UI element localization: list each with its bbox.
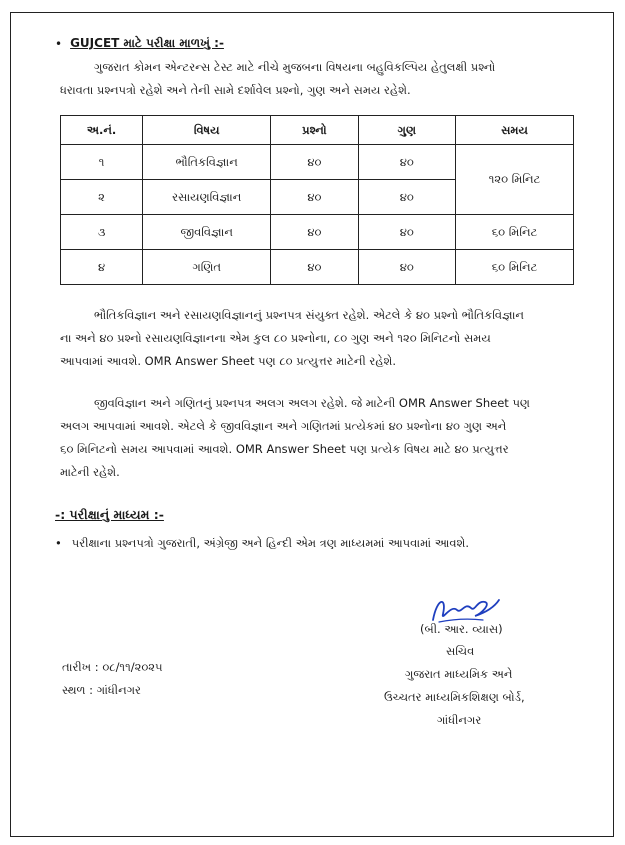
cell-time: ૬૦ મિનિટ xyxy=(456,215,574,250)
header-marks: ગુણ xyxy=(358,116,455,145)
intro-line: ગુજરાત કોમન એન્ટરન્સ ટેસ્ટ માટે નીચે મુજબના વિષયના બહુવિકલ્પિય હેતુલક્ષી પ્રશ્નો xyxy=(94,60,496,74)
header-subject: વિષય xyxy=(143,116,271,145)
table-header-row xyxy=(61,116,574,145)
cell-subject: જીવવિજ્ઞાન xyxy=(143,215,271,250)
cell-serial: ૩ xyxy=(61,215,143,250)
issue-date: તારીખ : ૦૮/૧૧/૨૦૨૫ xyxy=(62,660,163,674)
cell-time-merged: ૧૨૦ મિનિટ xyxy=(456,145,574,215)
cell-marks: ૪૦ xyxy=(358,180,455,215)
cell-questions: ૪૦ xyxy=(271,215,358,250)
exam-medium-heading: -: પરીક્ષાનું માધ્યમ :- xyxy=(55,507,164,522)
signatory-org-line1: ગુજરાત માધ્યમિક અને xyxy=(405,667,513,681)
table-row xyxy=(61,145,574,180)
cell-subject: ભૌતિકવિજ્ઞાન xyxy=(143,145,271,180)
exam-structure-title: GUJCET માટે પરીક્ષા માળખું :- xyxy=(70,36,224,50)
paragraph-line: આપવામાં આવશે. OMR Answer Sheet પણ ૮૦ પ્રત્યુત્તર માટેની રહેશે. xyxy=(60,354,397,368)
cell-marks: ૪૦ xyxy=(358,145,455,180)
cell-serial: ૧ xyxy=(61,145,143,180)
table-row xyxy=(61,250,574,285)
issue-place: સ્થળ : ગાંધીનગર xyxy=(62,683,141,697)
signatory-name: (બી. આર. વ્યાસ) xyxy=(420,622,503,636)
cell-subject: રસાયણવિજ્ઞાન xyxy=(143,180,271,215)
cell-marks: ૪૦ xyxy=(358,250,455,285)
cell-marks: ૪૦ xyxy=(358,215,455,250)
cell-subject: ગણિત xyxy=(143,250,271,285)
paragraph-line: અલગ આપવામાં આવશે. એટલે કે જીવવિજ્ઞાન અને ગણિતમાં પ્રત્યેકમાં ૪૦ પ્રશ્નોના ૪૦ ગુણ અને xyxy=(60,419,507,433)
header-time: સમય xyxy=(456,116,574,145)
cell-serial: ૪ xyxy=(61,250,143,285)
section-heading-exam-structure xyxy=(55,36,224,51)
signatory-designation: સચિવ xyxy=(446,644,475,658)
bullet-icon: • xyxy=(55,536,62,550)
signatory-city: ગાંધીનગર xyxy=(437,713,482,727)
paragraph-line: ૬૦ મિનિટનો સમય આપવામાં આવશે. OMR Answer Sheet પણ પ્રત્યેક વિષય માટે ૪૦ પ્રત્યુત્તર xyxy=(60,442,509,456)
paragraph-line: માટેની રહેશે. xyxy=(60,465,120,479)
signatory-org-line2: ઉચ્ચતર માધ્યમિકશિક્ષણ બોર્ડ, xyxy=(384,690,525,704)
paragraph-biology-maths xyxy=(60,392,575,484)
cell-questions: ૪૦ xyxy=(271,250,358,285)
exam-structure-table xyxy=(60,115,574,285)
cell-time: ૬૦ મિનિટ xyxy=(456,250,574,285)
exam-medium-item xyxy=(55,536,469,551)
header-serial: અ.નં. xyxy=(61,116,143,145)
intro-paragraph xyxy=(60,56,575,102)
exam-medium-text: પરીક્ષાના પ્રશ્નપત્રો ગુજરાતી, અંગ્રેજી અને હિન્દી એમ ત્રણ માધ્યમમાં આપવામાં આવશે. xyxy=(71,536,470,550)
header-questions: પ્રશ્નો xyxy=(271,116,358,145)
paragraph-line: ભૌતિકવિજ્ઞાન અને રસાયણવિજ્ઞાનનું પ્રશ્નપત્ર સંયુક્ત રહેશે. એટલે કે ૪૦ પ્રશ્નો ભૌતિકવિજ્ઞાન xyxy=(94,308,524,322)
intro-line: ધરાવતા પ્રશ્નપત્રો રહેશે અને તેની સામે દર્શાવેલ પ્રશ્નો, ગુણ અને સમય રહેશે. xyxy=(60,83,411,97)
cell-questions: ૪૦ xyxy=(271,180,358,215)
paragraph-physics-chemistry xyxy=(60,304,575,373)
paragraph-line: જીવવિજ્ઞાન અને ગણિતનું પ્રશ્નપત્ર અલગ અલગ રહેશે. જે માટેની OMR Answer Sheet પણ xyxy=(94,396,530,410)
cell-questions: ૪૦ xyxy=(271,145,358,180)
bullet-icon: • xyxy=(55,36,63,51)
cell-serial: ૨ xyxy=(61,180,143,215)
table-row xyxy=(61,215,574,250)
paragraph-line: ના અને ૪૦ પ્રશ્નો રસાયણવિજ્ઞાનના એમ કુલ ૮૦ પ્રશ્નોના, ૮૦ ગુણ અને ૧૨૦ મિનિટનો સમય xyxy=(60,331,491,345)
